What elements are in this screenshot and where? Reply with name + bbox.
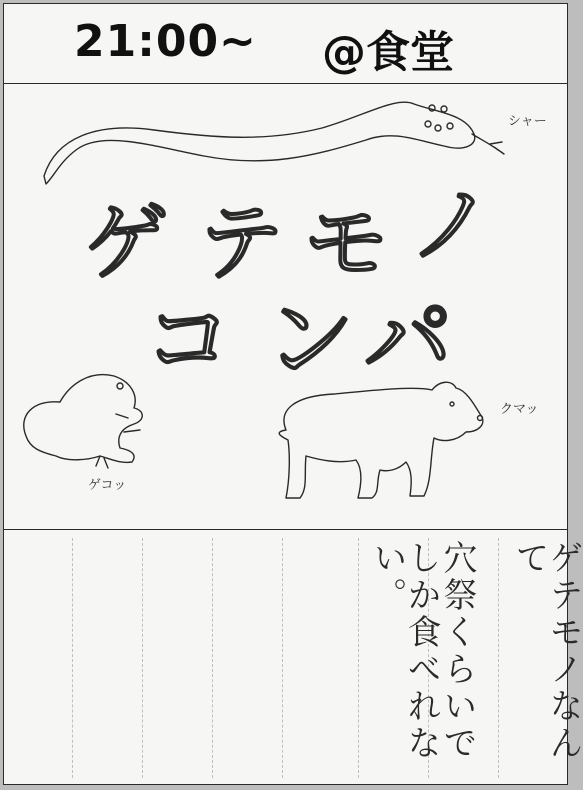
title-char-7: パ — [364, 288, 453, 391]
frog-sound-text: ゲコッ — [88, 478, 127, 493]
header-bar — [4, 4, 567, 84]
guide-line — [498, 538, 499, 778]
guide-line — [212, 538, 213, 778]
guide-line — [282, 538, 283, 778]
note-column-1: ゲテモノなんて — [509, 540, 583, 762]
bear-sound-text: クマッ — [500, 402, 539, 417]
flyer-card — [3, 3, 583, 785]
guide-line — [72, 538, 73, 778]
title-char-3: モ — [304, 194, 389, 292]
frog-icon — [24, 375, 142, 463]
note-column-2: 穴祭くらいで — [437, 540, 477, 762]
bear-icon — [279, 382, 483, 498]
title-char-6: ン — [266, 288, 355, 391]
illustration-drawing — [4, 84, 569, 530]
illustration-panel — [4, 84, 567, 530]
event-time: 21:00~ — [74, 16, 257, 67]
note-column-3: しか食べれない。 — [367, 540, 441, 762]
snake-sound-text: シャー — [508, 114, 547, 129]
snake-icon — [44, 102, 475, 184]
title-char-2: テ — [199, 194, 284, 292]
guide-line — [142, 538, 143, 778]
event-venue: @食堂 — [322, 27, 454, 78]
title-char-1: ゲ — [84, 194, 169, 292]
title-char-5: コ — [144, 288, 233, 391]
handwritten-note — [4, 530, 583, 786]
title-char-4: ノ — [409, 176, 494, 274]
guide-line — [358, 538, 359, 778]
